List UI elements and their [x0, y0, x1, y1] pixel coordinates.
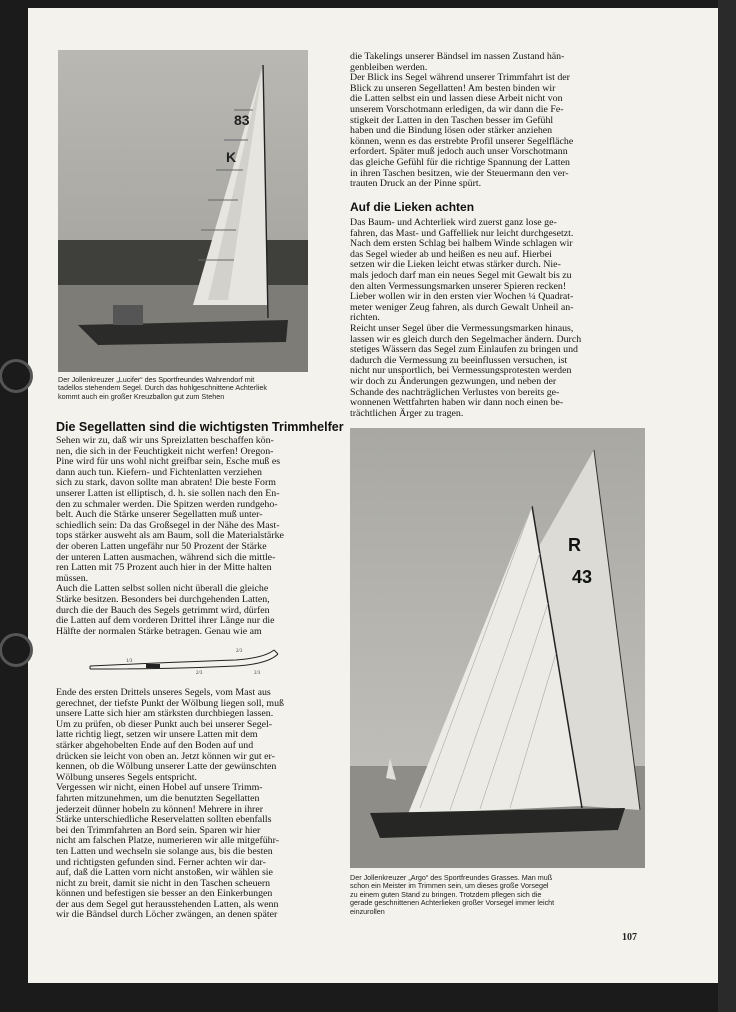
- argo-sail-number-bottom: 43: [572, 567, 593, 587]
- text-line: nicht nur unsportlich, bei Vermessungsprotesten werden: [350, 365, 572, 377]
- left-column-text-2: [56, 688, 334, 921]
- text-line: der oberen Latten ungefähr nur 50 Prozent der Stärke: [56, 540, 267, 552]
- text-line: Pine wird für uns wohl nicht greifbar sein, Esche muß es: [56, 456, 281, 468]
- heading-segellatten: Die Segellatten sind die wichtigsten Trimmhelfer: [56, 420, 344, 434]
- diagram-label-mid: 2/3: [196, 671, 203, 676]
- text-line: das gleiche Gefühl für die richtige Spannung der Latten: [350, 156, 570, 168]
- right-column-text-1: [350, 52, 640, 190]
- text-line: Vergessen wir nicht, einen Hobel auf unsere Trimm-: [56, 782, 263, 794]
- text-line: die Latten auf dem vorderen Drittel ihrer Länge nur die: [56, 615, 275, 627]
- lucifer-sail-number-bottom: K: [226, 149, 237, 165]
- text-line: können und befestigen sie besser an den Einkerbungen: [56, 888, 273, 900]
- text-line: meter weniger Zeug fahren, als durch Gewalt Unheil an-: [350, 301, 574, 313]
- text-line: sich zu stark, davon sollte man abraten! Die beste Form: [56, 477, 276, 489]
- text-line: fahren, das Mast- und Gaffelliek nur leicht durchgesetzt.: [350, 227, 574, 239]
- book-spine-edge: [718, 0, 736, 1012]
- caption-line: schon ein Meister im Trimmen sein, um dieses große Vorsegel: [350, 881, 549, 891]
- text-line: bei den Trimmfahrten an Bord sein. Sparen wir hier: [56, 824, 261, 836]
- text-line: unserem Vorschotmann erledigen, da wir dann die Fe-: [350, 103, 564, 115]
- caption-line: Der Jollenkreuzer „Lucifer“ des Sportfreundes Wahrendorf mit: [58, 375, 255, 384]
- text-line: Hälfte der normalen Stärke betragen. Genau wie am: [56, 625, 262, 637]
- text-line: auf, daß die Latten vorn nicht anstoßen, wir wählen sie: [56, 867, 273, 879]
- text-line: stetiges Wässern das Segel zum Einlaufen zu bringen und: [350, 344, 578, 356]
- text-line: haben und die Bindung lösen oder stärker anziehen: [350, 125, 553, 137]
- text-line: Um zu prüfen, ob dieser Punkt auch bei unserer Segel-: [56, 718, 273, 730]
- right-column-text-2: [350, 218, 640, 419]
- text-line: und richtigsten gefunden sind. Ferner achten wir dar-: [56, 856, 266, 868]
- caption-lucifer: [58, 376, 313, 401]
- text-line: ten Latten und wechseln sie solange aus, bis die besten: [56, 845, 273, 857]
- text-line: der aus dem Segel gut herausstehenden Latten, als wenn: [56, 898, 279, 910]
- text-line: drücken sie leicht von oben an. Jetzt können wir gut er-: [56, 750, 275, 762]
- caption-line: kommt auch ein großer Kreuzballon gut zum Stehen: [58, 391, 225, 401]
- page-number: 107: [622, 932, 637, 943]
- diagram-label-right: 2/3: [254, 671, 261, 676]
- diagram-label-top: 2/3: [236, 649, 243, 654]
- batten-diagram: [86, 644, 286, 676]
- photo-argo-sailboat: [350, 428, 645, 868]
- text-line: Reicht unser Segel über die Vermessungsmarken hinaus,: [350, 322, 574, 334]
- text-line: unserer Latten ist elliptisch, d. h. sie sollen nach den En-: [56, 487, 280, 499]
- text-line: unsere Latte sich hier am stärksten durchbiegen lassen.: [56, 708, 274, 720]
- text-line: fahrten mitzunehmen, um die benutzten Segellatten: [56, 792, 260, 804]
- text-line: gerechnet, der tiefste Punkt der Wölbung liegen soll, muß: [56, 697, 284, 709]
- text-line: kennen, ob die Wölbung unserer Latte der gewünschten: [56, 761, 277, 773]
- lucifer-sail-number-top: 83: [234, 112, 250, 128]
- text-line: Der Blick ins Segel während unserer Trimmfahrt ist der: [350, 72, 570, 84]
- text-line: Auch die Latten selbst sollen nicht überall die gleiche: [56, 583, 269, 595]
- text-line: das Segel wieder ab und heißen es neu auf. Hierbei: [350, 248, 552, 260]
- photo-lucifer-sailboat: [58, 50, 308, 372]
- text-line: den alten Vermessungsmarken unserer Spieren recken!: [350, 280, 567, 292]
- text-line: Stärke unterschiedliche Reservelatten sollten ebenfalls: [56, 814, 272, 826]
- binder-hole-top: [2, 362, 30, 390]
- text-line: dadurch die Vermessung zu beeinflussen versuchen, ist: [350, 354, 568, 366]
- text-line: Nach dem ersten Schlag bei halbem Winde schlagen wir: [350, 238, 573, 250]
- binder-hole-bottom: [2, 636, 30, 664]
- text-line: Stärke besitzen. Besonders bei durchgehenden Latten,: [56, 593, 270, 605]
- text-line: müssen.: [56, 572, 89, 584]
- caption-line: einzurollen: [350, 906, 385, 916]
- text-line: können, wenn es das erstrebte Profil unserer Segelfläche: [350, 135, 574, 147]
- text-line: Schande des nachträglichen Verlustes von bereits ge-: [350, 386, 560, 398]
- text-line: nicht zu breit, damit sie nicht in den Taschen scheuern: [56, 877, 271, 889]
- text-line: wir die Bändsel durch Löcher zwängen, an denen später: [56, 909, 278, 921]
- text-line: durch die der Bauch des Segels getrimmt wird, dürfen: [56, 604, 270, 616]
- text-line: nicht am falschen Platze, numerieren wir alle mitgeführ-: [56, 835, 279, 847]
- text-line: Sehen wir zu, daß wir uns Spreizlatten beschaffen kön-: [56, 435, 274, 446]
- text-line: der unteren Latten ausmachen, während sich die mittle-: [56, 551, 276, 563]
- text-line: ren Latten mit 75 Prozent auch hier in der Mitte halten: [56, 562, 272, 574]
- text-line: erfordert. Später muß jedoch auch unser Vorschotmann: [350, 146, 568, 158]
- caption-line: tadellos stehendem Segel. Durch das hohlgeschnittene Achterliek: [58, 383, 267, 393]
- text-line: tops stärker ausweht als am Baum, soll die Materialstärke: [56, 530, 284, 542]
- text-line: Lieber wollen wir in den ersten vier Wochen ¼ Quadrat-: [350, 291, 574, 303]
- text-line: mals jedoch darf man ein neues Segel mit Gewalt bis zu: [350, 269, 572, 281]
- text-line: Das Baum- und Achterliek wird zuerst ganz lose ge-: [350, 217, 557, 228]
- text-line: die Latten selbst ein und lassen diese Arbeit nicht von: [350, 93, 563, 105]
- text-line: trauten Druck an der Pinne spürt.: [350, 178, 482, 190]
- text-line: jederzeit dünner hobeln zu können! Mehrere in ihrer: [56, 803, 264, 815]
- text-line: belt. Auch die Stärke unserer Segellatten muß unter-: [56, 509, 263, 521]
- text-line: Wölbung unseres Segels entspricht.: [56, 771, 197, 783]
- text-line: dann auch tun. Kiefern- und Fichtenlatten verziehen: [56, 466, 262, 478]
- text-line: den zu schmaler werden. Die Spitzen werden rundgeho-: [56, 498, 278, 510]
- text-line: genbleiben werden.: [350, 61, 428, 73]
- caption-line: zu einem guten Stand zu bringen. Trotzdem pflegen sich die: [350, 889, 542, 899]
- text-line: richten.: [350, 312, 380, 324]
- text-line: latte richtig liegt, setzen wir unsere Latten mit dem: [56, 729, 258, 741]
- text-line: setzen wir die Lieken leicht etwas stärker durch. Nie-: [350, 259, 561, 271]
- left-column-text-1: [56, 436, 334, 637]
- text-line: wir doch zu Änderungen gezwungen, und neben der: [350, 375, 557, 387]
- caption-argo: [350, 874, 646, 916]
- argo-sail-number-top: R: [568, 535, 581, 555]
- text-line: schiedlich sein: Da das Großsegel in der Nähe des Mast-: [56, 519, 280, 531]
- text-line: in ihren Taschen besitzen, wie der Steuermann den ver-: [350, 167, 569, 179]
- text-line: wonnenen Wettfahrten haben wir dann noch einen be-: [350, 397, 564, 409]
- caption-line: Der Jollenkreuzer „Argo“ des Sportfreundes Grasses. Man muß: [350, 873, 553, 882]
- text-line: Ende des ersten Drittels unseres Segels, vom Mast aus: [56, 687, 271, 698]
- text-line: Blick zu unseren Segellatten! Am besten binden wir: [350, 82, 556, 94]
- caption-line: gerade geschnittenen Achterlieken großer Vorsegel immer leicht: [350, 898, 555, 908]
- text-line: stärker abgehobelten Ende auf den Boden auf und: [56, 739, 254, 751]
- heading-lieken: Auf die Lieken achten: [350, 200, 475, 214]
- text-line: die Takelings unserer Bändsel im nassen Zustand hän-: [350, 51, 565, 62]
- text-line: lassen wir es gleich durch den Segelmacher ändern. Durch: [350, 333, 582, 345]
- text-line: stigkeit der Latten in den Taschen besser im Gefühl: [350, 114, 554, 126]
- text-line: trächtlichen Ärger zu tragen.: [350, 407, 464, 419]
- diagram-label-left: 1/3: [126, 659, 133, 664]
- text-line: nen, die sich in der Feuchtigkeit nicht werfen! Oregon-: [56, 445, 274, 457]
